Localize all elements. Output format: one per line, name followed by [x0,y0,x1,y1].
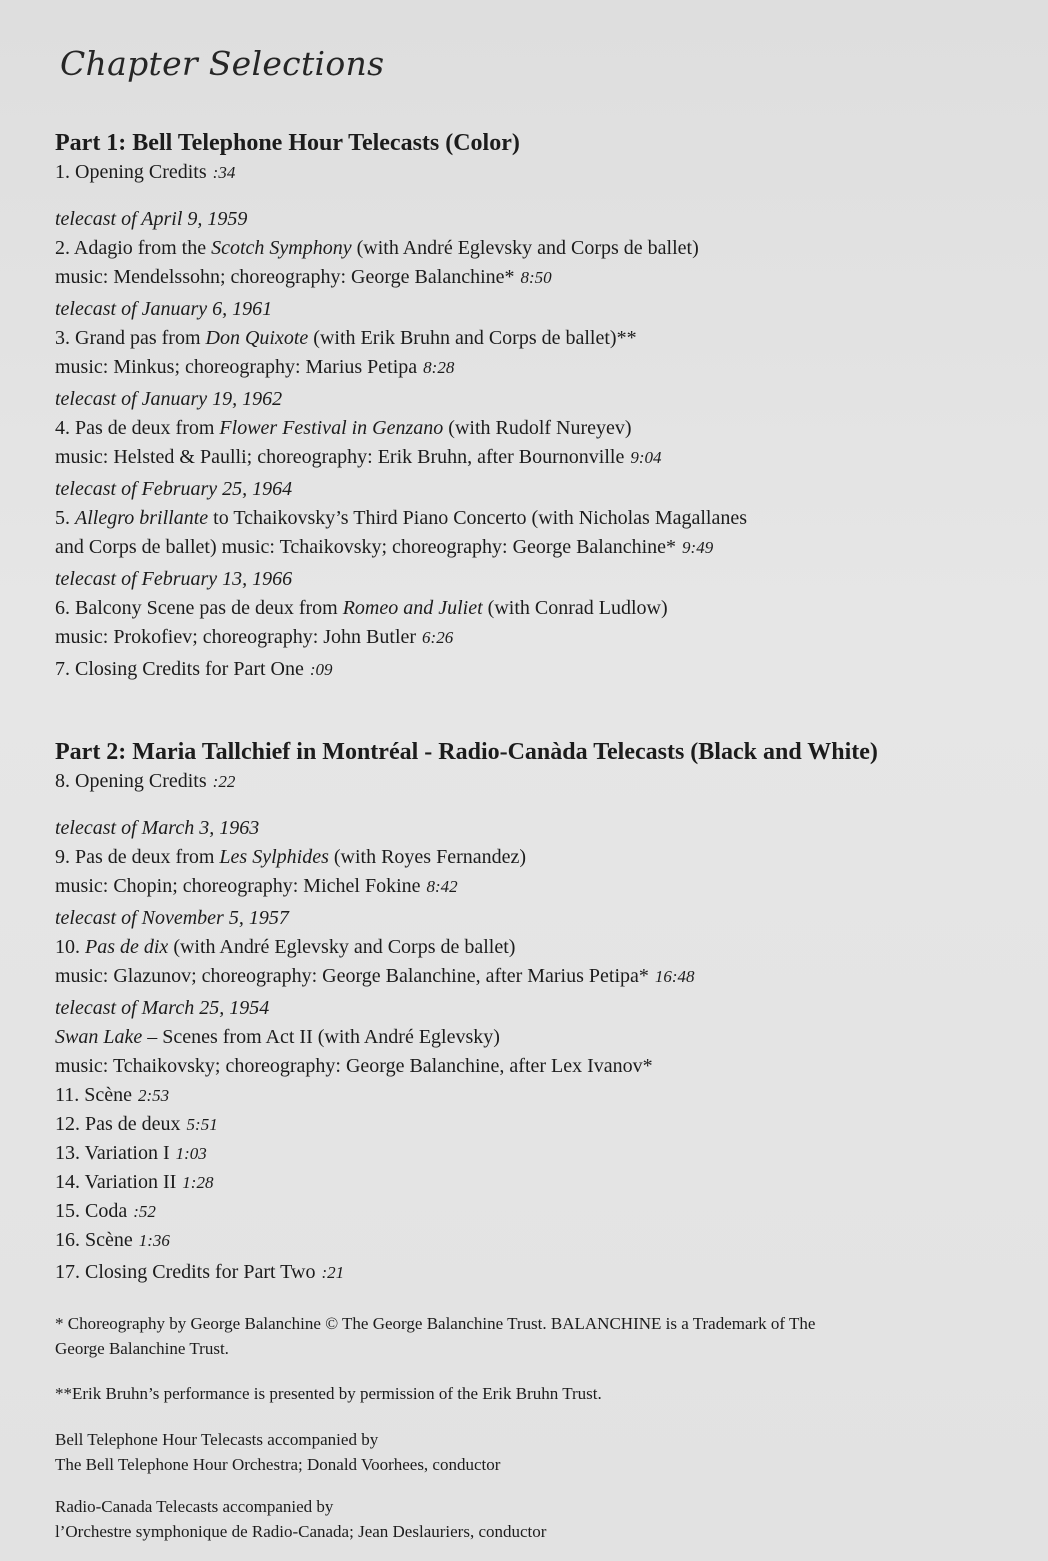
chapter-16: 16. Scène 1:36 [55,1229,170,1251]
duration: 1:28 [182,1173,214,1192]
duration: 8:42 [426,877,458,896]
chapter-14: 14. Variation II 1:28 [55,1171,214,1193]
chapter-12: 12. Pas de deux 5:51 [55,1113,218,1135]
chapter-7: 7. Closing Credits for Part One :09 [55,658,333,680]
telecast-date: telecast of February 13, 1966 [55,568,293,590]
footnote-balanchine: * Choreography by George Balanchine © The George Balanchine Trust. BALANCHINE is a Trademark of The George Balanchine Trust. [55,1314,816,1358]
chapter-1: 1. Opening Credits :34 [55,161,236,183]
duration: 8:28 [423,358,455,377]
chapter-5: 5. Allegro brillante to Tchaikovsky’s Third Piano Concerto (with Nicholas Magallanes [55,507,748,529]
duration: 6:26 [422,628,454,647]
chapter-9-credits: music: Chopin; choreography: Michel Fokine 8:42 [55,875,458,897]
page-title: Chapter Selections [60,44,385,83]
swan-lake-credits: music: Tchaikovsky; choreography: George Balanchine, after Lex Ivanov* [55,1055,653,1077]
duration: 1:03 [175,1144,207,1163]
telecast-date: telecast of January 6, 1961 [55,298,273,320]
chapter-10-credits: music: Glazunov; choreography: George Balanchine, after Marius Petipa* 16:48 [55,965,695,987]
chapter-10: 10. Pas de dix (with André Eglevsky and Corps de ballet) [55,936,516,958]
duration: 5:51 [186,1115,218,1134]
duration: :22 [212,772,236,791]
duration: 2:53 [138,1086,170,1105]
chapter-15: 15. Coda :52 [55,1200,156,1222]
chapter-13: 13. Variation I 1:03 [55,1142,207,1164]
chapter-5-credits: and Corps de ballet) music: Tchaikovsky; choreography: George Balanchine* 9:49 [55,536,714,558]
duration: :52 [133,1202,156,1221]
chapter-2-credits: music: Mendelssohn; choreography: George Balanchine* 8:50 [55,266,552,288]
duration: 8:50 [520,268,552,287]
chapter-17: 17. Closing Credits for Part Two :21 [55,1261,345,1283]
telecast-date: telecast of February 25, 1964 [55,478,293,500]
chapter-6-credits: music: Prokofiev; choreography: John Butler 6:26 [55,626,454,648]
telecast-date: telecast of April 9, 1959 [55,208,248,230]
chapter-8: 8. Opening Credits :22 [55,770,236,792]
telecast-date: telecast of March 3, 1963 [55,817,260,839]
duration: :09 [309,660,333,679]
duration: 9:49 [682,538,714,557]
chapter-3: 3. Grand pas from Don Quixote (with Erik Bruhn and Corps de ballet)** [55,327,637,349]
chapter-4-credits: music: Helsted & Paulli; choreography: Erik Bruhn, after Bournonville 9:04 [55,446,662,468]
telecast-date: telecast of March 25, 1954 [55,997,270,1019]
duration: 16:48 [654,967,695,986]
orchestra-credit-radio-canada: Radio-Canada Telecasts accompanied by l’Orchestre symphonique de Radio-Canada; Jean Deslauriers, conductor [55,1497,547,1541]
chapter-11: 11. Scène 2:53 [55,1084,170,1106]
chapter-2: 2. Adagio from the Scotch Symphony (with André Eglevsky and Corps de ballet) [55,237,699,259]
orchestra-credit-bell: Bell Telephone Hour Telecasts accompanied by The Bell Telephone Hour Orchestra; Donald Voorhees, conductor [55,1430,501,1474]
swan-lake-heading: Swan Lake – Scenes from Act II (with André Eglevsky) [55,1026,500,1048]
telecast-date: telecast of January 19, 1962 [55,388,283,410]
duration: :21 [321,1263,345,1282]
chapter-3-credits: music: Minkus; choreography: Marius Petipa 8:28 [55,356,455,378]
chapter-6: 6. Balcony Scene pas de deux from Romeo and Juliet (with Conrad Ludlow) [55,597,668,619]
chapter-4: 4. Pas de deux from Flower Festival in Genzano (with Rudolf Nureyev) [55,417,632,439]
part-2-heading: Part 2: Maria Tallchief in Montréal - Radio-Canàda Telecasts (Black and White) [55,739,878,765]
chapter-9: 9. Pas de deux from Les Sylphides (with Royes Fernandez) [55,846,527,868]
part-1-section [55,128,1015,684]
telecast-date: telecast of November 5, 1957 [55,907,289,929]
footnote-bruhn: **Erik Bruhn’s performance is presented by permission of the Erik Bruhn Trust. [55,1384,602,1403]
part-2-section [55,737,1015,1287]
part-1-heading: Part 1: Bell Telephone Hour Telecasts (Color) [55,130,520,156]
duration: 9:04 [630,448,662,467]
duration: :34 [212,163,236,182]
duration: 1:36 [138,1231,170,1250]
